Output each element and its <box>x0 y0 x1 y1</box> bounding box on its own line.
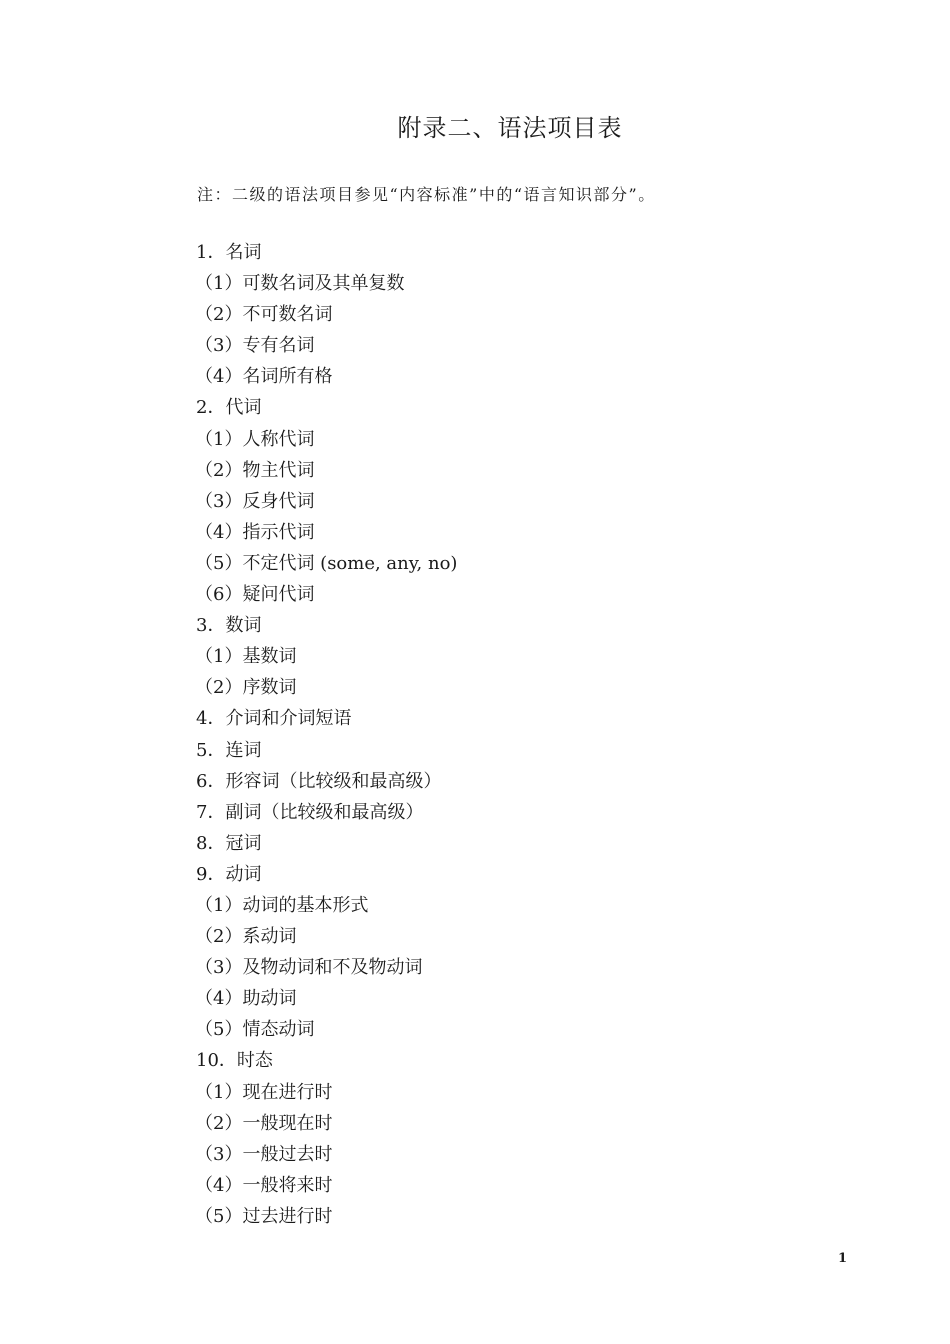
outline-sub-item: （1）动词的基本形式 <box>195 894 369 916</box>
outline-sub-item: （3）专有名词 <box>195 335 315 357</box>
outline-section-heading: 2．代词 <box>196 397 262 419</box>
outline-sub-item: （1）现在进行时 <box>195 1081 333 1103</box>
page-number: 1 <box>838 1251 848 1266</box>
outline-sub-item: （2）不可数名词 <box>195 304 333 326</box>
outline-section-heading: 5．连词 <box>196 739 262 761</box>
outline-sub-item: （4）名词所有格 <box>195 366 333 388</box>
outline-sub-item: （3）及物动词和不及物动词 <box>195 957 423 979</box>
outline-section-heading: 6．形容词（比较级和最高级） <box>196 770 442 792</box>
outline-sub-item: （2）一般现在时 <box>195 1112 333 1134</box>
outline-sub-item: （1）可数名词及其单复数 <box>195 273 405 295</box>
outline-sub-item: （2）物主代词 <box>195 459 315 481</box>
outline-sub-item: （4）指示代词 <box>195 521 315 543</box>
grammar-outline <box>196 237 457 1232</box>
outline-sub-item: （5）过去进行时 <box>195 1205 333 1227</box>
outline-sub-item: （4）一般将来时 <box>195 1174 333 1196</box>
outline-section-heading: 4．介词和介词短语 <box>196 708 352 730</box>
outline-sub-item: （1）基数词 <box>195 646 297 668</box>
note-text: 注：二级的语法项目参见“内容标准”中的“语言知识部分”。 <box>197 185 656 204</box>
outline-sub-item: （5）不定代词 (some, any, no) <box>195 552 458 574</box>
outline-sub-item: （3）反身代词 <box>195 490 315 512</box>
outline-section-heading: 7．副词（比较级和最高级） <box>196 801 424 823</box>
outline-sub-item: （4）助动词 <box>195 988 297 1010</box>
outline-sub-item: （5）情态动词 <box>195 1019 315 1041</box>
outline-section-heading: 8．冠词 <box>196 832 262 854</box>
outline-sub-item: （1）人称代词 <box>195 428 315 450</box>
outline-section-heading: 1．名词 <box>196 242 262 263</box>
page-title: 附录二、语法项目表 <box>397 114 623 142</box>
outline-sub-item: （3）一般过去时 <box>195 1143 333 1165</box>
outline-section-heading: 3．数词 <box>196 615 262 637</box>
outline-sub-item: （6）疑问代词 <box>195 584 315 606</box>
outline-sub-item: （2）序数词 <box>195 677 297 699</box>
outline-section-heading: 9．动词 <box>196 863 262 885</box>
outline-section-heading: 10．时态 <box>196 1050 273 1072</box>
outline-sub-item: （2）系动词 <box>195 926 297 948</box>
